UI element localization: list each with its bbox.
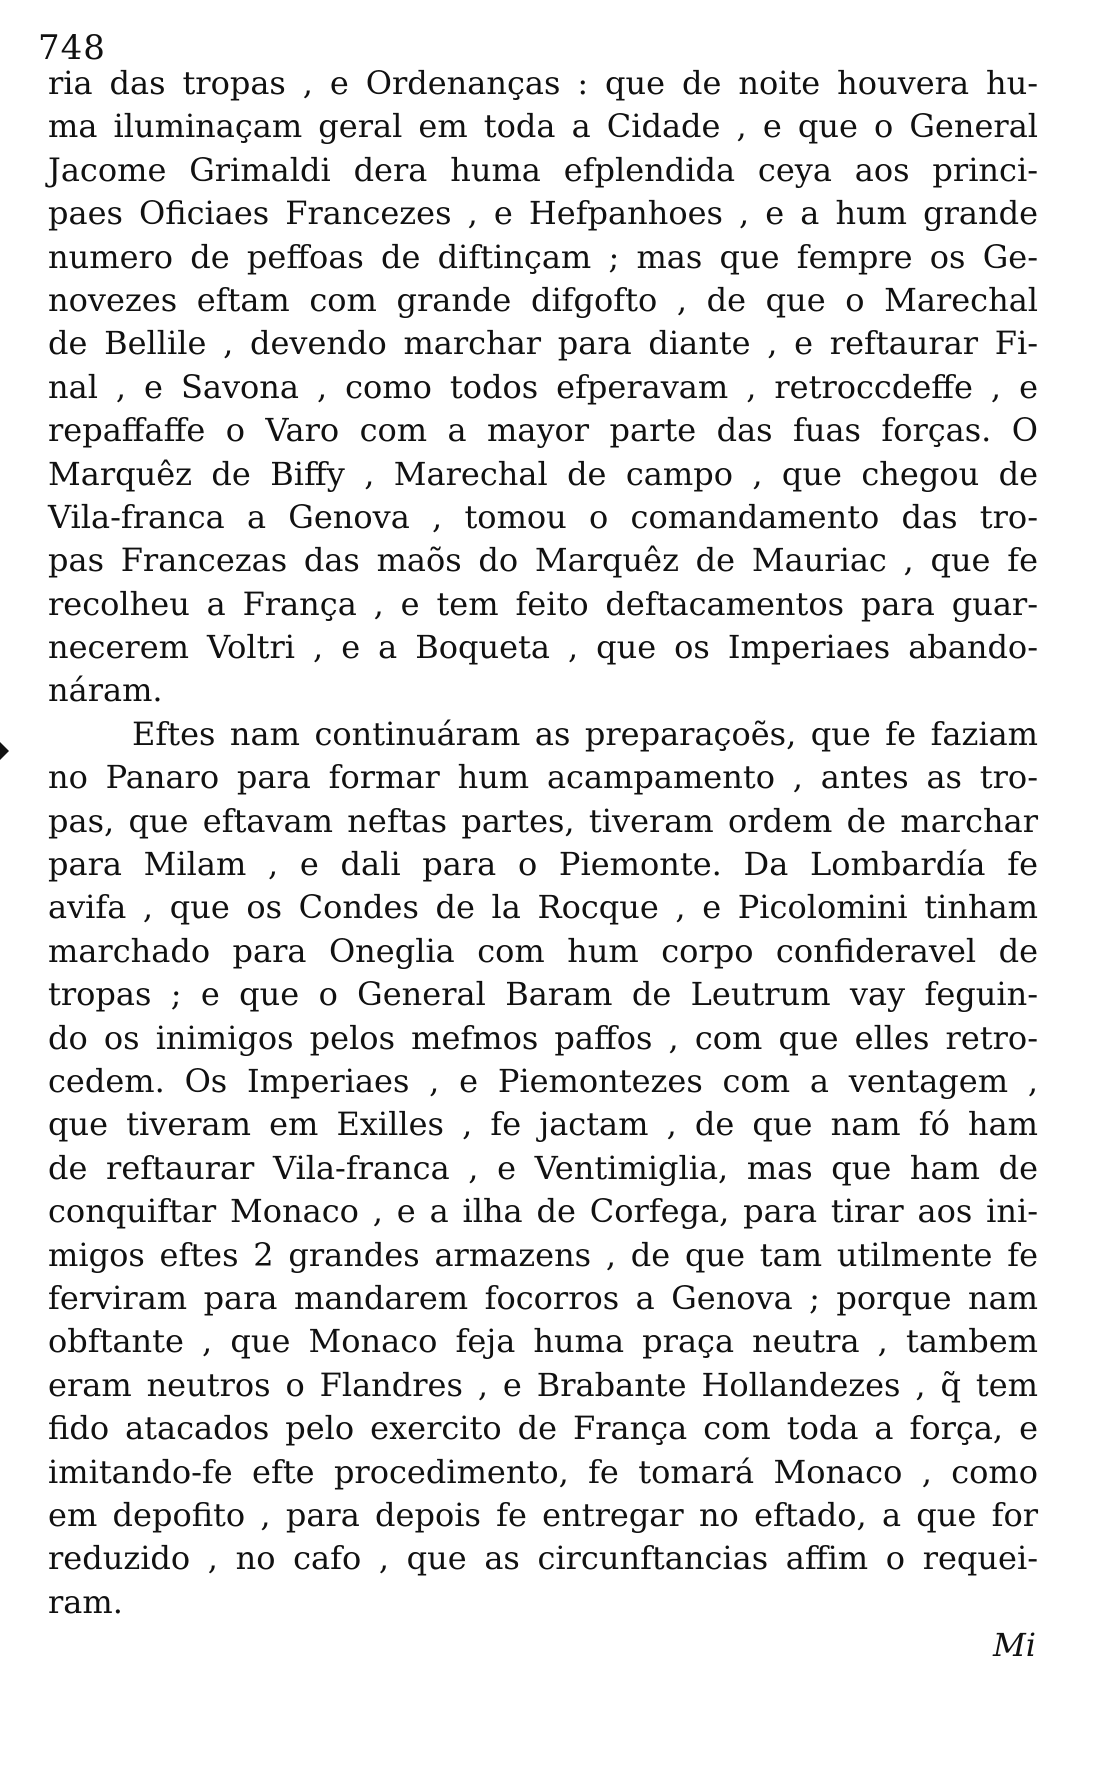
text-line: eram neutros o Flandres , e Brabante Hollandezes , q̃ tem xyxy=(48,1365,1038,1404)
text-line: fido atacados pelo exercito de França com toda a força, e xyxy=(48,1409,1038,1448)
text-line: ferviram para mandarem focorros a Genova ; porque nam xyxy=(48,1278,1038,1317)
text-line: para Milam , e dali para o Piemonte. Da Lombardía fe xyxy=(48,845,1038,884)
text-line: repaffaffe o Varo com a mayor parte das fuas forças. O xyxy=(48,411,1038,450)
text-line: paes Oficiaes Francezes , e Hefpanhoes , e a hum grande xyxy=(48,194,1038,233)
text-line: em depofito , para depois fe entregar no eftado, a que for xyxy=(48,1495,1038,1534)
text-line: avifa , que os Condes de la Rocque , e Picolomini tinham xyxy=(48,888,1038,927)
text-line: Vila-franca a Genova , tomou o comandamento das tro- xyxy=(48,497,1038,536)
text-line: no Panaro para formar hum acampamento , antes as tro- xyxy=(48,758,1038,797)
text-line: obftante , que Monaco feja huma praça neutra , tambem xyxy=(48,1322,1038,1361)
text-line: novezes eftam com grande difgofto , de que o Marechal xyxy=(48,280,1038,319)
text-line: tropas ; e que o General Baram de Leutrum vay feguin- xyxy=(48,975,1038,1014)
paragraph-start-line: Eftes nam continuáram as preparaçoẽs, que fe faziam xyxy=(132,714,1038,753)
text-line: marchado para Oneglia com hum corpo confideravel de xyxy=(48,931,1038,970)
text-line: nal , e Savona , como todos efperavam , retroccdeffe , e xyxy=(48,367,1038,406)
text-line: pas Francezas das maõs do Marquêz de Mauriac , que fe xyxy=(48,541,1038,580)
text-line: Marquêz de Biffy , Marechal de campo , que chegou de xyxy=(48,454,1038,493)
text-line: ria das tropas , e Ordenanças : que de noite houvera hu- xyxy=(48,64,1038,102)
text-line: cedem. Os Imperiaes , e Piemontezes com a ventagem , xyxy=(48,1061,1038,1100)
text-line: migos eftes 2 grandes armazens , de que tam utilmente fe xyxy=(48,1235,1038,1274)
body-text xyxy=(48,62,1038,1624)
text-line: ma iluminaçam geral em toda a Cidade , e que o General xyxy=(48,107,1038,146)
text-line: náram. xyxy=(48,671,163,710)
text-line: necerem Voltri , e a Boqueta , que os Imperiaes abando- xyxy=(48,628,1038,667)
text-line: reduzido , no cafo , que as circunftancias affim o requei- xyxy=(48,1539,1038,1578)
margin-marker-icon xyxy=(0,742,9,760)
text-line: de Bellile , devendo marchar para diante , e reftaurar Fi- xyxy=(48,324,1038,363)
text-line: imitando-fe efte procedimento, fe tomará Monaco , como xyxy=(48,1452,1038,1491)
text-line: recolheu a França , e tem feito deftacamentos para guar- xyxy=(48,584,1038,623)
page-number: 748 xyxy=(38,28,106,68)
text-line: Jacome Grimaldi dera huma efplendida ceya aos princi- xyxy=(48,150,1038,189)
text-line: de reftaurar Vila-franca , e Ventimiglia, mas que ham de xyxy=(48,1148,1038,1187)
text-line: ram. xyxy=(48,1582,123,1621)
text-line: pas, que eftavam neftas partes, tiveram ordem de marchar xyxy=(48,801,1038,840)
text-line: do os inimigos pelos mefmos paffos , com que elles retro- xyxy=(48,1018,1038,1057)
text-line: que tiveram em Exilles , fe jactam , de que nam fó ham xyxy=(48,1105,1038,1144)
catchword: Mi xyxy=(993,1626,1036,1664)
text-line: numero de peffoas de diftinçam ; mas que fempre os Ge- xyxy=(48,237,1038,276)
text-line: conquiftar Monaco , e a ilha de Corfega, para tirar aos ini- xyxy=(48,1192,1038,1231)
